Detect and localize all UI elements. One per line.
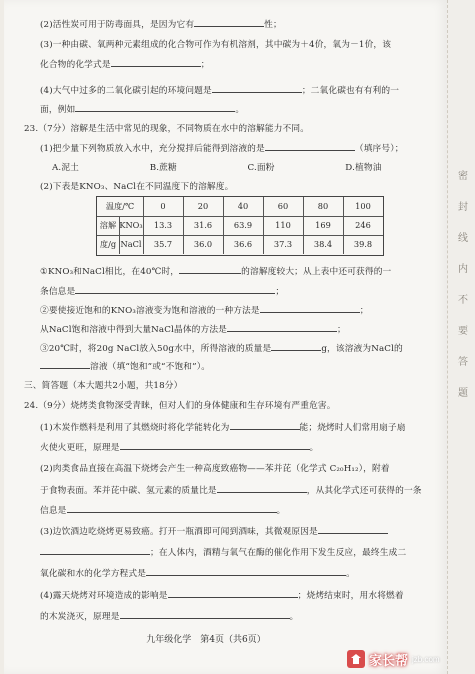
answer-blank[interactable]	[75, 103, 235, 112]
line-text: ；	[275, 287, 285, 297]
solubility-table	[96, 196, 384, 256]
seal-char: 封	[455, 201, 467, 211]
question-line	[40, 610, 408, 623]
line-text: 性；	[264, 20, 282, 30]
seal-char: 线	[455, 232, 467, 242]
question-line	[40, 182, 408, 193]
line-text: 。	[276, 506, 286, 516]
line-text: 于食物表面。苯并芘中碳、氢元素的质量比是	[40, 486, 217, 496]
line-text: 24.（9分）烧烤类食物深受青睐，但对人们的身体健康和生存环境有严重危害。	[24, 401, 336, 411]
line-text: 的木炭浇灭，原理是	[40, 612, 120, 622]
answer-blank[interactable]	[265, 142, 355, 151]
table-cell: 37.3	[263, 235, 304, 254]
answer-blank[interactable]	[168, 589, 298, 598]
question-line	[40, 84, 408, 97]
question-line	[40, 504, 408, 517]
table-row-group: 度/g	[97, 235, 120, 254]
line-text: (4)大气中过多的二氧化碳引起的环境问题是	[40, 86, 212, 96]
line-text: 化合物的化学式是	[40, 60, 111, 70]
question-line	[52, 163, 408, 174]
exam-page	[4, 0, 448, 674]
brand-logo-icon	[347, 650, 365, 668]
question-line	[40, 285, 408, 298]
question-line	[40, 421, 408, 434]
seal-char: 内	[455, 263, 467, 273]
line-text: ；在人体内，酒精与氧气在酶的催化作用下发生反应，最终生成二	[150, 548, 407, 558]
answer-blank[interactable]	[194, 18, 264, 27]
answer-blank[interactable]	[120, 441, 310, 450]
question-line	[24, 124, 408, 135]
seal-line-text	[453, 170, 469, 397]
line-text: 。	[309, 443, 319, 453]
table-cell: 36.6	[223, 235, 264, 254]
line-text: ，从其化学式还可获得的一条	[306, 486, 422, 496]
line-text: 。	[289, 612, 299, 622]
table-cell: 35.7	[143, 235, 184, 254]
watermark	[347, 648, 467, 670]
answer-blank[interactable]	[318, 525, 388, 534]
question-line	[40, 441, 408, 454]
line-text: ；	[359, 306, 369, 316]
question-line	[40, 304, 408, 317]
line-text: （填序号）；	[354, 144, 404, 154]
seal-char: 不	[455, 294, 467, 304]
answer-blank[interactable]	[111, 58, 201, 67]
table-cell: 39.8	[353, 239, 373, 249]
line-text: ①KNO₃和NaCl相比，在40℃时，	[40, 267, 180, 277]
watermark-brand: 家长帮	[369, 653, 409, 669]
table-row	[97, 235, 383, 254]
line-text: ；烧烤结束时，用水将燃着	[297, 591, 404, 601]
answer-blank[interactable]	[260, 304, 360, 313]
answer-blank[interactable]	[120, 610, 290, 619]
question-line	[40, 464, 408, 475]
line-text: 信息是	[40, 506, 67, 516]
table-cell: 246	[355, 220, 371, 230]
question-line	[40, 484, 422, 497]
table-cell: 80	[303, 197, 344, 216]
answer-blank[interactable]	[212, 84, 302, 93]
table-row-group: 溶解	[97, 216, 120, 235]
question-line	[40, 546, 408, 559]
table-cell: 100	[355, 201, 371, 211]
table-cell: 40	[223, 197, 264, 216]
table-cell: 0	[143, 197, 184, 216]
table-cell: 20	[183, 197, 224, 216]
table-cell: 38.4	[303, 235, 344, 254]
seal-char: 要	[455, 325, 467, 335]
answer-blank[interactable]	[217, 484, 307, 493]
question-line	[40, 142, 408, 155]
answer-blank[interactable]	[146, 567, 346, 576]
question-line	[40, 589, 408, 602]
line-text: 能；烧烤时人们常用扇子扇	[299, 423, 406, 433]
line-text: (3)一种由碳、氧两种元素组成的化合物可作为有机溶剂，其中碳为＋4价，氧为－1价，该	[40, 40, 392, 50]
answer-blank[interactable]	[179, 265, 241, 274]
answer-blank[interactable]	[40, 360, 90, 369]
table-row-name: NaCl	[119, 235, 144, 254]
question-line	[40, 18, 408, 31]
table-cell: 31.6	[183, 216, 224, 235]
line-text: 三、简答题（本大题共2小题，共18分）	[24, 381, 183, 391]
question-line	[40, 103, 408, 116]
watermark-url: jzb.com	[412, 654, 440, 664]
answer-blank[interactable]	[40, 546, 150, 555]
answer-blank[interactable]	[75, 285, 275, 294]
question-line	[40, 567, 408, 580]
line-text: ②要使接近饱和的KNO₃溶液变为饱和溶液的一种方法是	[40, 306, 260, 316]
answer-blank[interactable]	[227, 323, 337, 332]
line-text: (2)下表是KNO₃、NaCl在不同温度下的溶解度。	[40, 182, 234, 192]
line-text: (4)露天烧烤对环境造成的影响是	[40, 591, 168, 601]
line-text: A.泥土 B.蔗糖 C.面粉 D.植物油	[52, 163, 382, 173]
line-text: g，该溶液为NaCl的	[321, 344, 403, 354]
line-text: 的溶解度较大；从上表中还可获得的一	[241, 267, 392, 277]
question-line	[40, 323, 408, 336]
seal-char: 密	[455, 170, 467, 180]
table-header-label: 温度/℃	[97, 197, 144, 216]
line-text: (2)活性炭可用于防毒面具，是因为它有	[40, 20, 195, 30]
table-cell: 110	[263, 216, 304, 235]
line-text: 条信息是	[40, 287, 76, 297]
table-row-name: KNO₃	[119, 216, 144, 235]
answer-blank[interactable]	[230, 421, 300, 430]
question-line	[40, 40, 408, 51]
question-line	[40, 360, 408, 373]
table-cell: 60	[263, 197, 304, 216]
answer-blank[interactable]	[271, 342, 321, 351]
line-text: (1)木炭作燃料是利用了其燃烧时将化学能转化为	[40, 423, 230, 433]
question-line	[24, 401, 408, 412]
question-line	[40, 525, 408, 538]
line-text: ；	[200, 60, 210, 70]
line-text: 面，例如	[40, 105, 76, 115]
line-text: 。	[235, 105, 245, 115]
line-text: (3)边饮酒边吃烧烤更易致癌。打开一瓶酒即可闻到酒味，其微观原因是	[40, 527, 318, 537]
question-line	[40, 58, 408, 71]
seal-char: 题	[455, 387, 467, 397]
line-text: 从NaCl饱和溶液中得到大量NaCl晶体的方法是	[40, 325, 228, 335]
line-text: 氧化碳和水的化学方程式是	[40, 569, 147, 579]
line-text: 。	[346, 569, 355, 579]
answer-blank[interactable]	[67, 504, 277, 513]
line-text: (2)肉类食品直接在高温下烧烤会产生一种高度致癌物——苯并芘（化学式 C₂₀H₁₂），附着	[40, 464, 390, 474]
seal-char: 答	[455, 356, 467, 366]
table-cell: 63.9	[223, 216, 264, 235]
line-text: (1)把少量下列物质放入水中，充分搅拌后能得到溶液的是	[40, 144, 265, 154]
binding-margin	[447, 0, 475, 674]
line-text: 23.（7分）溶解是生活中常见的现象，不同物质在水中的溶解能力不同。	[24, 124, 310, 134]
table-row	[97, 216, 383, 236]
line-text: 溶液（填“饱和”或“不饱和”）。	[90, 362, 211, 372]
page-footer: 九年级化学 第4页（共6页）	[146, 635, 266, 645]
line-text: ③20℃时，将20g NaCl放入50g水中，所得溶液的质量是	[40, 344, 272, 354]
line-text: ；	[337, 325, 346, 335]
question-line	[40, 342, 408, 355]
table-cell: 36.0	[183, 235, 224, 254]
line-text: 火使火更旺，原理是	[40, 443, 120, 453]
question-line	[24, 381, 408, 392]
table-cell: 169	[303, 216, 344, 235]
question-line	[40, 265, 408, 278]
table-header-row	[97, 197, 383, 217]
line-text: ；二氧化碳也有有利的一	[301, 86, 400, 96]
table-cell: 13.3	[143, 216, 184, 235]
